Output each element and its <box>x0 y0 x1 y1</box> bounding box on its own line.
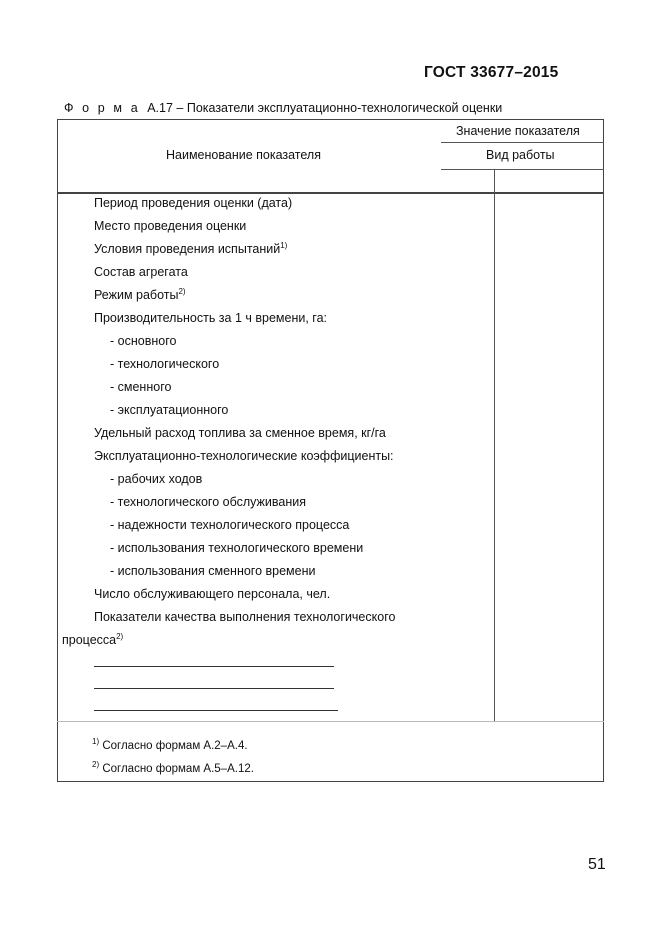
form-label: Ф о р м а <box>64 101 141 115</box>
footnote-mark: 2) <box>92 760 100 769</box>
table-row <box>110 380 171 394</box>
row-label: - использования технологического времени <box>110 541 364 555</box>
row-label: - технологического <box>110 357 220 371</box>
blank-line <box>94 710 338 711</box>
row-label: Режим работы <box>94 288 179 302</box>
row-label: - рабочих ходов <box>110 472 203 486</box>
row-footnote-mark: 2) <box>116 632 124 641</box>
header-subdivider <box>441 169 604 170</box>
row-label: Производительность за 1 ч времени, га: <box>94 311 327 325</box>
page-number: 51 <box>588 856 606 873</box>
blank-line <box>94 688 334 689</box>
row-label: - технологического обслуживания <box>110 495 306 509</box>
table-row <box>110 472 202 486</box>
body-bottom-rule <box>57 721 604 722</box>
form-caption <box>64 101 502 115</box>
row-label: - эксплуатационного <box>110 403 229 417</box>
row-label: Условия проведения испытаний <box>94 242 281 256</box>
blank-line <box>94 666 334 667</box>
table-row <box>110 334 176 348</box>
header-name-column: Наименование показателя <box>166 148 321 162</box>
table-row <box>110 357 219 371</box>
table-row <box>94 219 246 233</box>
row-footnote-mark: 1) <box>280 241 288 250</box>
table-row <box>94 242 287 256</box>
row-label: - надежности технологического процесса <box>110 518 350 532</box>
row-label: Период проведения оценки (дата) <box>94 196 293 210</box>
row-label: Показатели качества выполнения технологического <box>94 610 396 624</box>
table-row <box>110 495 306 509</box>
row-label: - использования сменного времени <box>110 564 316 578</box>
footnote-mark: 1) <box>92 737 100 746</box>
header-divider <box>441 142 604 143</box>
table-row <box>94 587 330 601</box>
header-bottom-rule <box>57 192 604 194</box>
row-label: Место проведения оценки <box>94 219 247 233</box>
table-row <box>62 633 123 647</box>
table-row <box>94 265 188 279</box>
row-label: Удельный расход топлива за сменное время, кг/га <box>94 426 386 440</box>
table-row <box>94 196 292 210</box>
row-footnote-mark: 2) <box>178 287 186 296</box>
row-label: процесса <box>62 633 117 647</box>
form-number: А.17 <box>147 101 173 115</box>
row-label: Число обслуживающего персонала, чел. <box>94 587 331 601</box>
footnote-1 <box>92 737 248 752</box>
row-label: - сменного <box>110 380 172 394</box>
table-row <box>110 564 315 578</box>
table-row <box>94 426 386 440</box>
form-title: – Показатели эксплуатационно-технологической оценки <box>176 101 503 115</box>
table-row <box>94 610 395 624</box>
table-row <box>110 541 363 555</box>
table-row <box>94 311 327 325</box>
footnote-text: Согласно формам А.2–А.4. <box>102 740 248 752</box>
row-label: Состав агрегата <box>94 265 188 279</box>
table-row <box>110 403 228 417</box>
table-row <box>94 288 186 302</box>
header-work-type: Вид работы <box>486 148 555 162</box>
row-label: Эксплуатационно-технологические коэффициенты: <box>94 449 394 463</box>
row-label: - основного <box>110 334 177 348</box>
column-divider <box>494 169 495 721</box>
table-row <box>94 449 394 463</box>
header-value-column: Значение показателя <box>456 124 580 138</box>
table-row <box>110 518 349 532</box>
footnote-text: Согласно формам А.5–А.12. <box>102 763 254 775</box>
standard-designation: ГОСТ 33677–2015 <box>424 64 559 81</box>
footnote-2 <box>92 760 254 775</box>
